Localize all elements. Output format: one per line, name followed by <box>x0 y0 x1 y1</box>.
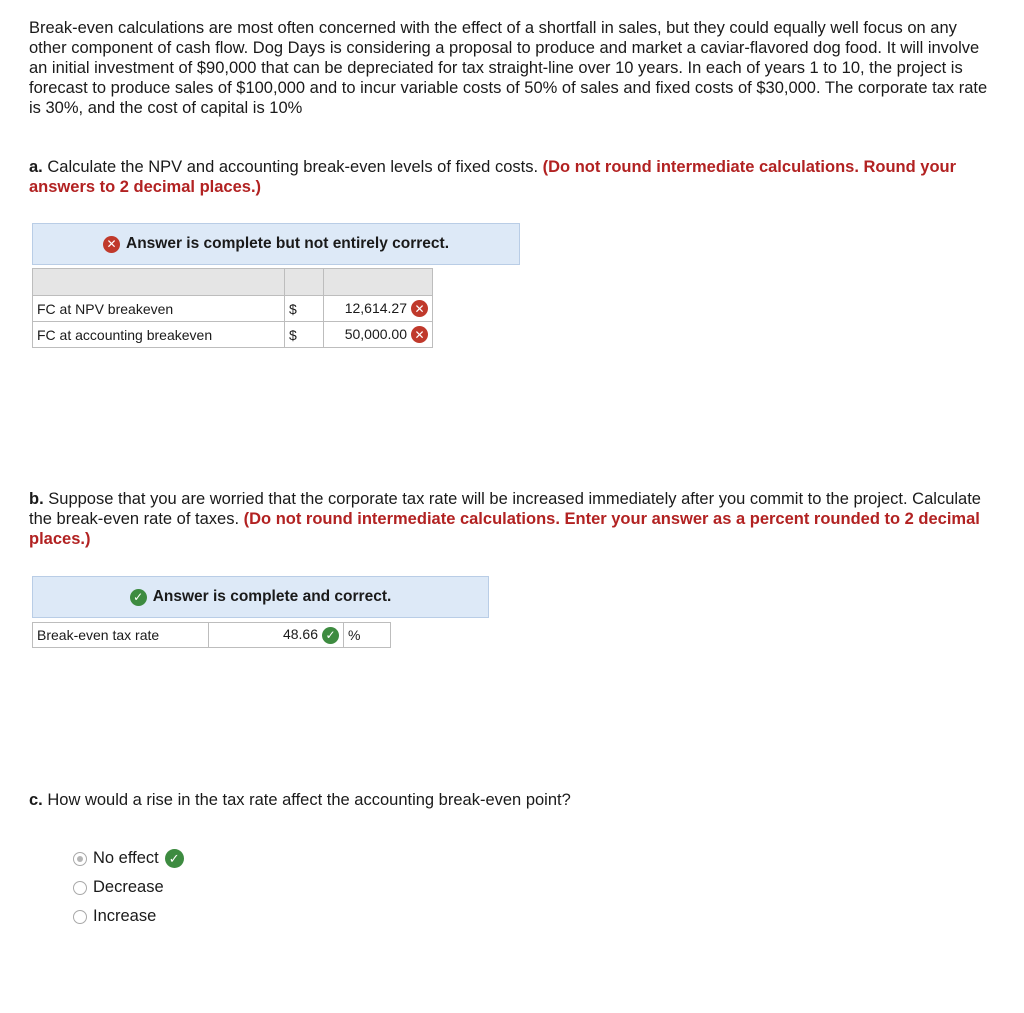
fc-npv-value[interactable]: 12,614.27 <box>344 299 407 316</box>
radio-no-effect[interactable] <box>73 852 87 866</box>
part-b-banner-text: Answer is complete and correct. <box>152 588 392 605</box>
part-b-question-text: Suppose that you are worried that the corporate tax rate will be increased immediately after you commit to the project. Calculate the break-even rate of taxes. <box>29 490 981 528</box>
currency-sign: $ <box>285 322 324 348</box>
part-c-question-text: How would a rise in the tax rate affect the accounting break-even point? <box>42 791 571 809</box>
table-row <box>33 296 433 322</box>
radio-decrease[interactable] <box>73 881 87 895</box>
x-circle-icon: ✕ <box>411 300 428 317</box>
currency-sign: $ <box>285 296 324 322</box>
fc-npv-value-cell[interactable] <box>324 296 433 322</box>
part-c-question <box>29 790 999 810</box>
break-even-tax-label: Break-even tax rate <box>33 623 209 648</box>
intro-paragraph: Break-even calculations are most often concerned with the effect of a shortfall in sales, but they could equally well focus on any other component of cash flow. Dog Days is considering a proposal to produce and market a caviar-flavored dog food. It will involve an initial investment of $90,000 that can be depreciated for tax straight-line over 10 years. In each of years 1 to 10, the project is forecast to produce sales of $100,000 and to incur variable costs of 50% of sales and fixed costs of $30,000. The corporate tax rate is 30%, and the cost of capital is 10% <box>29 19 988 117</box>
part-a-question-text: Calculate the NPV and accounting break-even levels of fixed costs. <box>42 158 543 176</box>
break-even-tax-value-cell[interactable] <box>209 623 344 648</box>
break-even-tax-value[interactable]: 48.66 <box>282 626 318 643</box>
option-decrease[interactable] <box>73 878 164 897</box>
part-b-result-banner <box>32 576 489 618</box>
option-label-increase: Increase <box>93 907 157 925</box>
option-increase[interactable] <box>73 907 156 926</box>
part-b-question <box>29 489 999 549</box>
fc-accounting-label: FC at accounting breakeven <box>33 322 285 348</box>
part-a-banner-text: Answer is complete but not entirely correct. <box>126 235 449 252</box>
radio-increase[interactable] <box>73 910 87 924</box>
part-a-instruction: (Do not round intermediate calculations. Round your answers to 2 decimal places.) <box>29 158 957 196</box>
part-a-result-banner <box>32 223 520 265</box>
part-c-letter: c. <box>29 791 43 809</box>
check-circle-icon: ✓ <box>322 627 339 644</box>
check-circle-icon: ✓ <box>130 589 147 606</box>
part-b-letter: b. <box>29 490 44 508</box>
fc-npv-label: FC at NPV breakeven <box>33 296 285 322</box>
table-header-row <box>33 269 433 296</box>
part-a-answer-table <box>32 268 433 348</box>
x-circle-icon: ✕ <box>411 326 428 343</box>
option-label-decrease: Decrease <box>93 878 164 896</box>
option-no-effect[interactable] <box>73 849 184 868</box>
part-b-instruction: (Do not round intermediate calculations. Enter your answer as a percent rounded to 2 decimal places.) <box>29 510 980 548</box>
check-circle-icon: ✓ <box>165 849 184 868</box>
table-row <box>33 623 391 648</box>
fc-accounting-value-cell[interactable] <box>324 322 433 348</box>
part-b-answer-table <box>32 622 391 648</box>
fc-accounting-value[interactable]: 50,000.00 <box>344 325 407 342</box>
part-a-question <box>29 157 999 197</box>
part-a-letter: a. <box>29 158 43 176</box>
percent-unit: % <box>344 623 391 648</box>
option-label-no-effect: No effect <box>93 849 159 867</box>
table-row <box>33 322 433 348</box>
x-circle-icon: ✕ <box>103 236 120 253</box>
